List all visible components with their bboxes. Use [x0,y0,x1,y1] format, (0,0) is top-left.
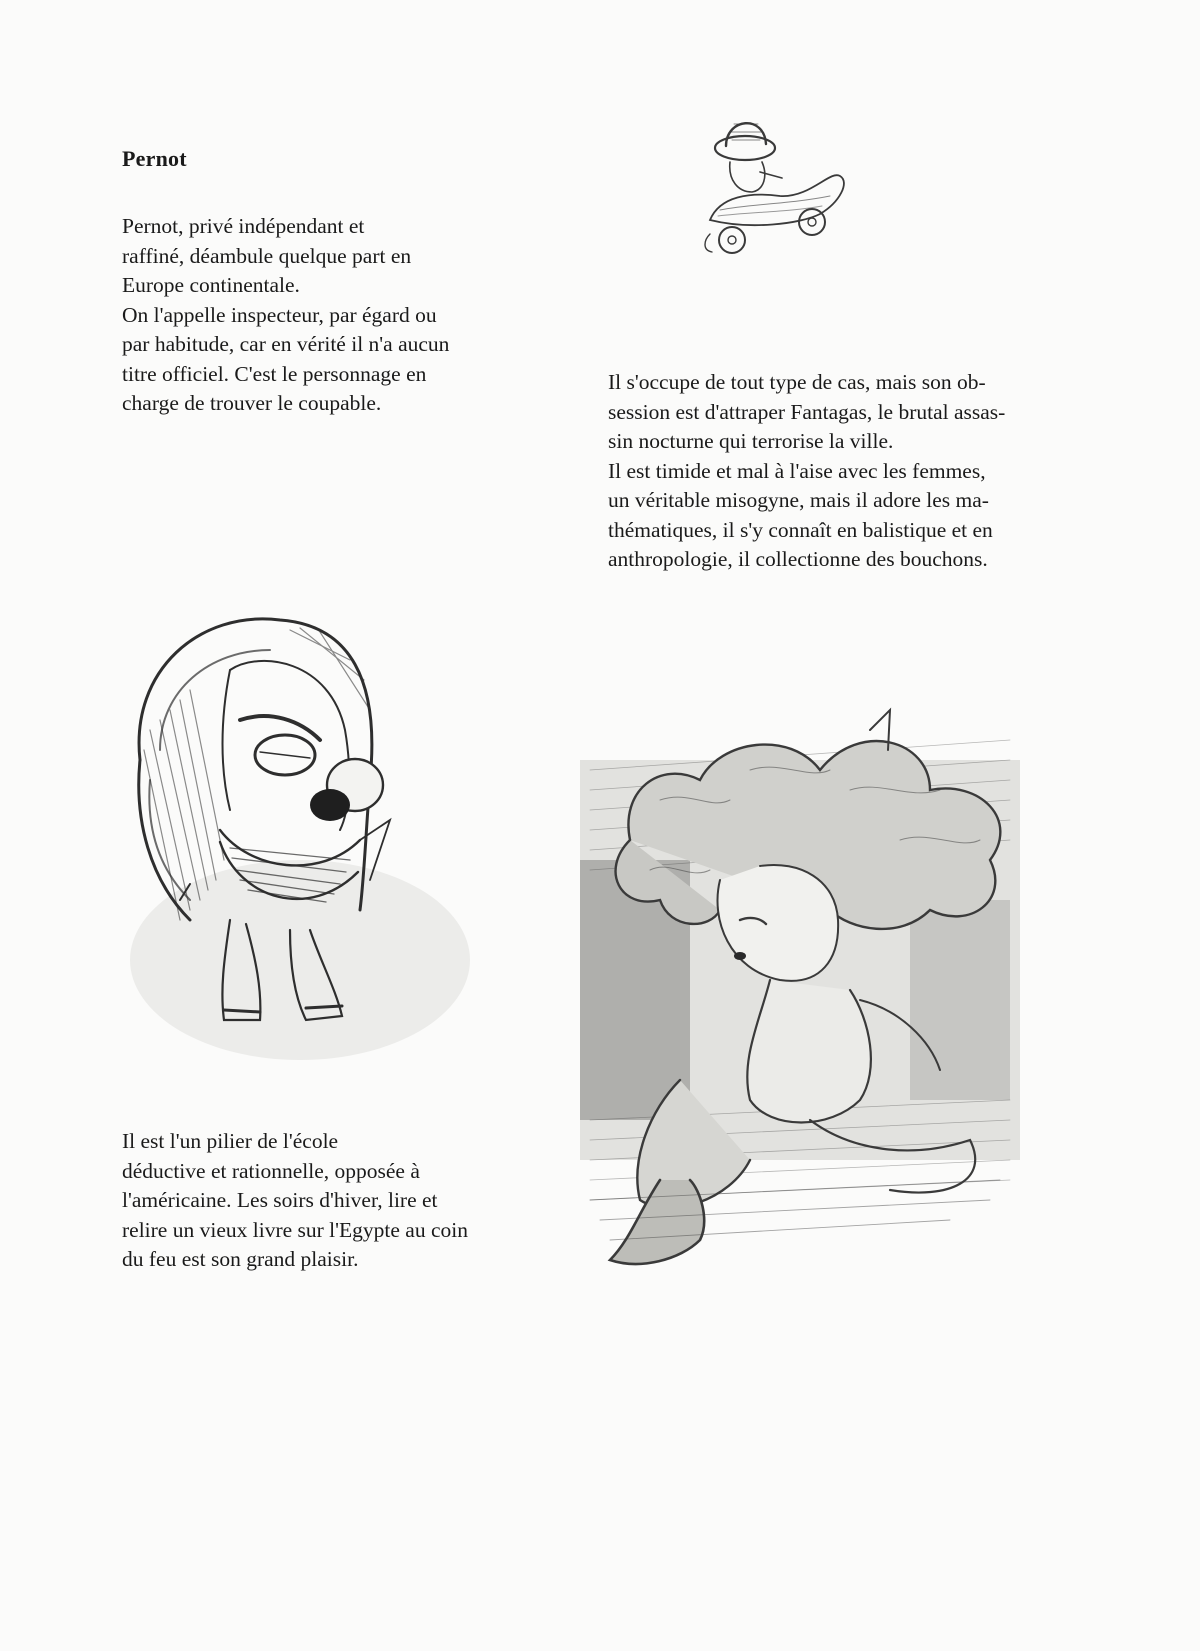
head-sketch-illustration [120,580,490,1080]
intro-paragraph: Pernot, privé indépendant et raffiné, déambule quelque part en Europe continentale. On l'appelle inspecteur, par égard ou par habitude, car en vérité il n'a aucun titre officiel. C'est le personnage en charge de trouver le coupable. [122,214,450,415]
closing-paragraph: Il est l'un pilier de l'école déductive et rationnelle, opposée à l'américaine. Les soirs d'hiver, lire et relire un vieux livre sur l'Egypte au coin du feu est son grand plaisir. [122,1129,468,1271]
car-sketch-illustration [690,100,900,290]
page-title: Pernot [122,146,187,171]
description-paragraph: Il s'occupe de tout type de cas, mais son ob- session est d'attraper Fantagas, le brutal assas- sin nocturne qui terrorise la ville. Il est timide et mal à l'aise avec les femmes, un véritable misogyne, mais il adore les ma- thématiques, il s'y connaît en balistique et en anthropologie, il collectionne des bouchons. [608,370,1006,571]
figure-sketch-illustration [570,680,1090,1320]
